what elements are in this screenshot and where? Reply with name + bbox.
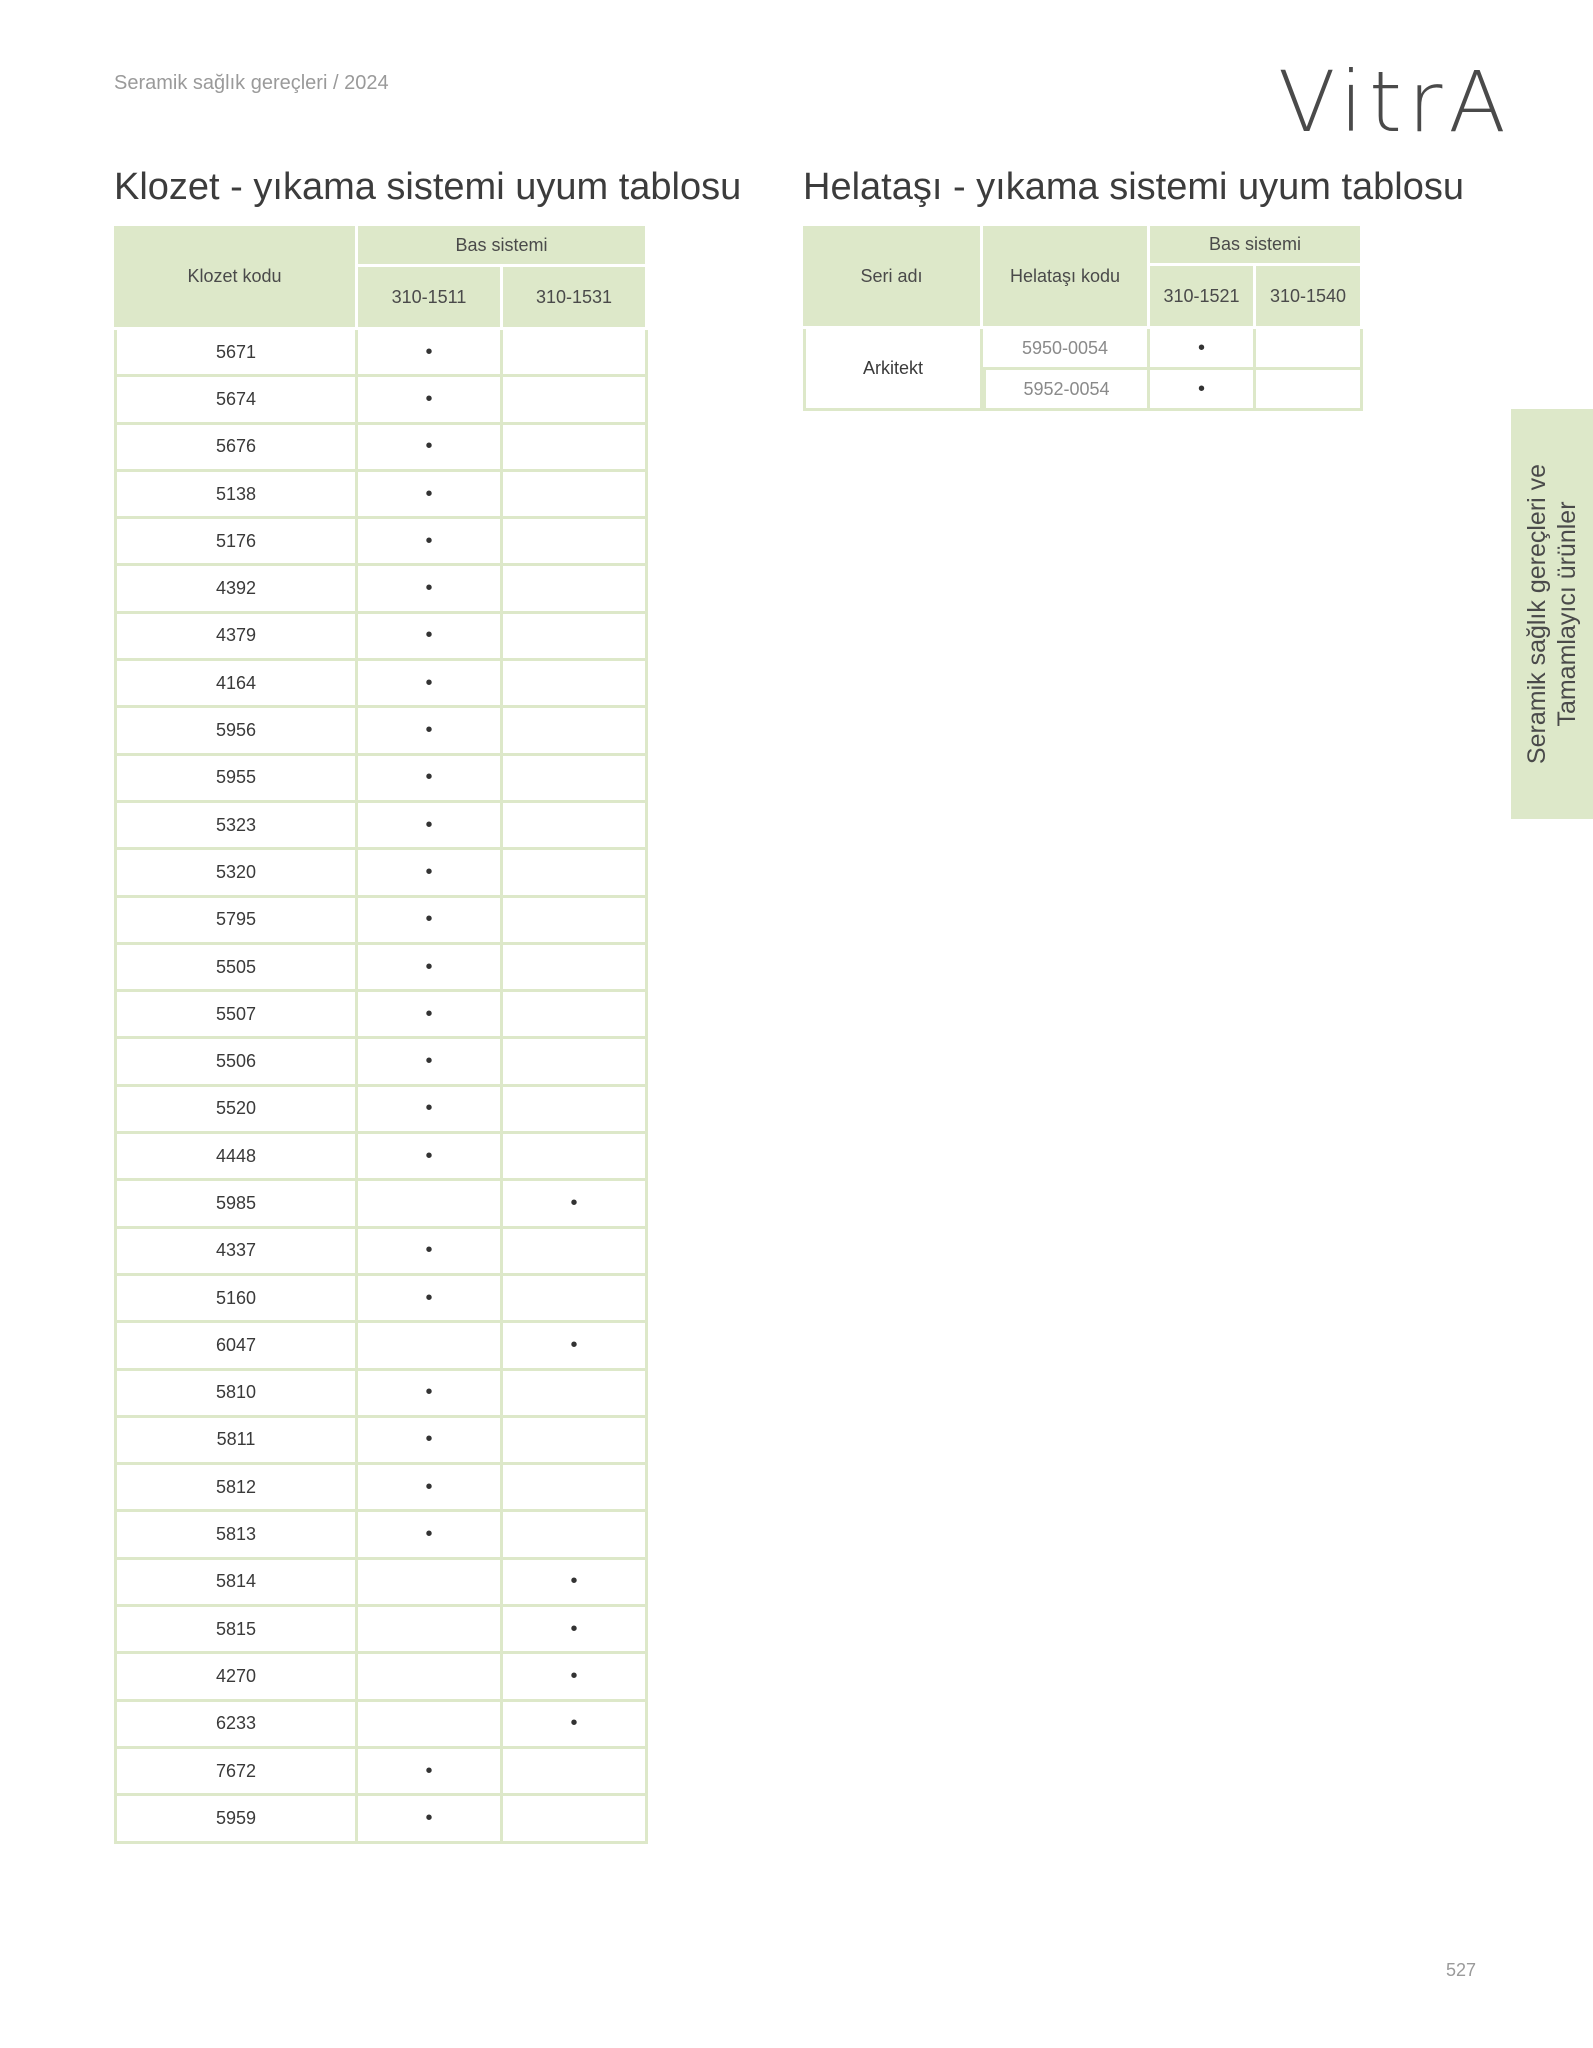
klozet-code-cell: 5320 (114, 850, 358, 897)
compat-dot-310-1511: • (358, 661, 503, 708)
compat-dot-310-1511: • (358, 803, 503, 850)
helatasi-compatibility-table (803, 226, 1363, 411)
compat-dot-310-1531: • (503, 1607, 648, 1654)
klozet-code-cell: 5810 (114, 1371, 358, 1418)
compat-dot-310-1531: • (503, 1702, 648, 1749)
compat-dot-310-1531 (503, 377, 648, 424)
compat-dot-310-1511 (358, 1560, 503, 1607)
klozet-code-cell: 5176 (114, 519, 358, 566)
klozet-code-cell: 4379 (114, 614, 358, 661)
compat-dot-310-1511 (358, 1181, 503, 1228)
helatasi-code-header: Helataşı kodu (983, 226, 1150, 329)
klozet-code-cell: 5795 (114, 898, 358, 945)
compat-dot-310-1531 (503, 614, 648, 661)
compat-dot-310-1511: • (358, 1039, 503, 1086)
table-row (114, 1181, 648, 1228)
table-row (803, 329, 1363, 370)
compat-dot-310-1531 (503, 1796, 648, 1843)
compat-dot-310-1531 (503, 898, 648, 945)
compat-dot-310-1531 (503, 1229, 648, 1276)
compat-dot-310-1511: • (358, 1134, 503, 1181)
table-row (114, 377, 648, 424)
compat-dot-310-1511: • (358, 1229, 503, 1276)
klozet-code-cell: 5815 (114, 1607, 358, 1654)
klozet-code-cell: 5323 (114, 803, 358, 850)
compat-dot-310-1511: • (358, 756, 503, 803)
table-row (114, 1134, 648, 1181)
table-row (114, 803, 648, 850)
klozet-code-cell: 5671 (114, 330, 358, 377)
klozet-code-cell: 5507 (114, 992, 358, 1039)
side-tab-line-2: Tamamlayıcı ürünler (1553, 501, 1581, 727)
table-row (114, 425, 648, 472)
compat-dot-310-1531 (503, 519, 648, 566)
compat-dot-310-1511: • (358, 1276, 503, 1323)
compat-dot-310-1531: • (503, 1560, 648, 1607)
klozet-table-body (114, 330, 648, 1844)
table-row (114, 1229, 648, 1276)
table-row (114, 1323, 648, 1370)
series-name-cell: Arkitekt (803, 329, 983, 411)
compat-dot-310-1531 (503, 330, 648, 377)
klozet-code-cell: 4337 (114, 1229, 358, 1276)
klozet-compatibility-table (114, 226, 648, 1844)
compat-dot-310-1511: • (358, 898, 503, 945)
table-row (114, 1512, 648, 1559)
table-row (114, 708, 648, 755)
compat-dot-310-1511 (358, 1607, 503, 1654)
table-row (114, 1560, 648, 1607)
klozet-code-cell: 5505 (114, 945, 358, 992)
compat-dot-310-1531 (503, 472, 648, 519)
compat-dot-310-1511: • (358, 1749, 503, 1796)
table-row (114, 992, 648, 1039)
table-row (114, 472, 648, 519)
klozet-code-header: Klozet kodu (114, 226, 358, 330)
document-header: Seramik sağlık gereçleri / 2024 (114, 72, 389, 94)
compat-dot-310-1531: • (503, 1323, 648, 1370)
side-tab-label (1522, 464, 1582, 764)
table-row (114, 756, 648, 803)
klozet-code-cell: 4392 (114, 566, 358, 613)
klozet-code-cell: 5506 (114, 1039, 358, 1086)
compat-dot-310-1531 (503, 850, 648, 897)
compat-dot-310-1511: • (358, 1465, 503, 1512)
compat-dot-310-1511 (358, 1702, 503, 1749)
compat-dot-310-1511: • (358, 566, 503, 613)
compat-dot-310-1531 (503, 1418, 648, 1465)
compat-dot-310-1531 (503, 1371, 648, 1418)
compat-dot-310-1511: • (358, 945, 503, 992)
compat-dot-310-1511: • (358, 377, 503, 424)
column-header-310-1511: 310-1511 (358, 267, 503, 330)
section-side-tab (1511, 409, 1593, 819)
klozet-code-cell: 4448 (114, 1134, 358, 1181)
helatasi-table-title: Helataşı - yıkama sistemi uyum tablosu (803, 166, 1465, 208)
table-row (114, 330, 648, 377)
compat-dot-310-1511: • (358, 1796, 503, 1843)
compat-dot-310-1511: • (358, 425, 503, 472)
table-row (114, 1607, 648, 1654)
klozet-code-cell: 5812 (114, 1465, 358, 1512)
compat-dot-310-1511: • (358, 850, 503, 897)
compat-dot-310-1511: • (358, 472, 503, 519)
table-row (114, 661, 648, 708)
compat-dot-310-1531 (503, 425, 648, 472)
compat-dot-310-1531: • (503, 1654, 648, 1701)
compat-dot-310-1511: • (358, 1087, 503, 1134)
table-row (114, 1465, 648, 1512)
table-row (114, 1276, 648, 1323)
compat-dot-310-1531 (503, 945, 648, 992)
klozet-code-cell: 5811 (114, 1418, 358, 1465)
compat-dot-310-1511: • (358, 1418, 503, 1465)
table-row (114, 850, 648, 897)
klozet-code-cell: 5520 (114, 1087, 358, 1134)
compat-dot-310-1511: • (358, 708, 503, 755)
compat-dot-310-1540 (1256, 329, 1363, 370)
flush-system-header: Bas sistemi (358, 226, 648, 267)
flush-system-header: Bas sistemi (1150, 226, 1363, 266)
table-row (114, 1749, 648, 1796)
compat-dot-310-1531 (503, 1134, 648, 1181)
klozet-code-cell: 5676 (114, 425, 358, 472)
klozet-code-cell: 5956 (114, 708, 358, 755)
klozet-code-cell: 4164 (114, 661, 358, 708)
compat-dot-310-1531 (503, 1512, 648, 1559)
table-row (114, 614, 648, 661)
klozet-code-cell: 5985 (114, 1181, 358, 1228)
helatasi-code-cell: 5950-0054 (983, 329, 1150, 370)
compat-dot-310-1531 (503, 1749, 648, 1796)
klozet-code-cell: 5138 (114, 472, 358, 519)
compat-dot-310-1531 (503, 803, 648, 850)
column-header-310-1540: 310-1540 (1256, 266, 1363, 329)
table-row (114, 1371, 648, 1418)
klozet-code-cell: 5674 (114, 377, 358, 424)
table-row (114, 1654, 648, 1701)
klozet-code-cell: 4270 (114, 1654, 358, 1701)
klozet-code-cell: 6233 (114, 1702, 358, 1749)
brand-logo: VitrA (1278, 53, 1512, 151)
compat-dot-310-1531 (503, 661, 648, 708)
compat-dot-310-1521: • (1150, 370, 1256, 411)
compat-dot-310-1531 (503, 756, 648, 803)
compat-dot-310-1521: • (1150, 329, 1256, 370)
klozet-code-cell: 5814 (114, 1560, 358, 1607)
page-number: 527 (1446, 1960, 1477, 1980)
table-row (114, 945, 648, 992)
column-header-310-1531: 310-1531 (503, 267, 648, 330)
compat-dot-310-1531 (503, 1039, 648, 1086)
klozet-code-cell: 5160 (114, 1276, 358, 1323)
compat-dot-310-1511: • (358, 330, 503, 377)
compat-dot-310-1511: • (358, 614, 503, 661)
table-row (114, 1087, 648, 1134)
side-tab-line-1: Seramik sağlık gereçleri ve (1523, 463, 1551, 765)
column-header-310-1521: 310-1521 (1150, 266, 1256, 329)
klozet-code-cell: 7672 (114, 1749, 358, 1796)
table-row (114, 1039, 648, 1086)
table-row (114, 1796, 648, 1843)
table-row (114, 1702, 648, 1749)
compat-dot-310-1531 (503, 1276, 648, 1323)
table-row (114, 519, 648, 566)
compat-dot-310-1511: • (358, 992, 503, 1039)
table-row (114, 898, 648, 945)
klozet-code-cell: 5813 (114, 1512, 358, 1559)
table-row (114, 566, 648, 613)
table-row (114, 1418, 648, 1465)
compat-dot-310-1511 (358, 1323, 503, 1370)
klozet-table-title: Klozet - yıkama sistemi uyum tablosu (114, 166, 742, 208)
compat-dot-310-1511: • (358, 1512, 503, 1559)
compat-dot-310-1531 (503, 566, 648, 613)
compat-dot-310-1531 (503, 708, 648, 755)
compat-dot-310-1511: • (358, 1371, 503, 1418)
compat-dot-310-1531 (503, 1465, 648, 1512)
compat-dot-310-1531 (503, 992, 648, 1039)
klozet-code-cell: 5955 (114, 756, 358, 803)
helatasi-code-cell: 5952-0054 (983, 370, 1150, 411)
series-name-header: Seri adı (803, 226, 983, 329)
compat-dot-310-1531: • (503, 1181, 648, 1228)
compat-dot-310-1540 (1256, 370, 1363, 411)
compat-dot-310-1511: • (358, 519, 503, 566)
compat-dot-310-1511 (358, 1654, 503, 1701)
compat-dot-310-1531 (503, 1087, 648, 1134)
klozet-code-cell: 6047 (114, 1323, 358, 1370)
klozet-code-cell: 5959 (114, 1796, 358, 1843)
